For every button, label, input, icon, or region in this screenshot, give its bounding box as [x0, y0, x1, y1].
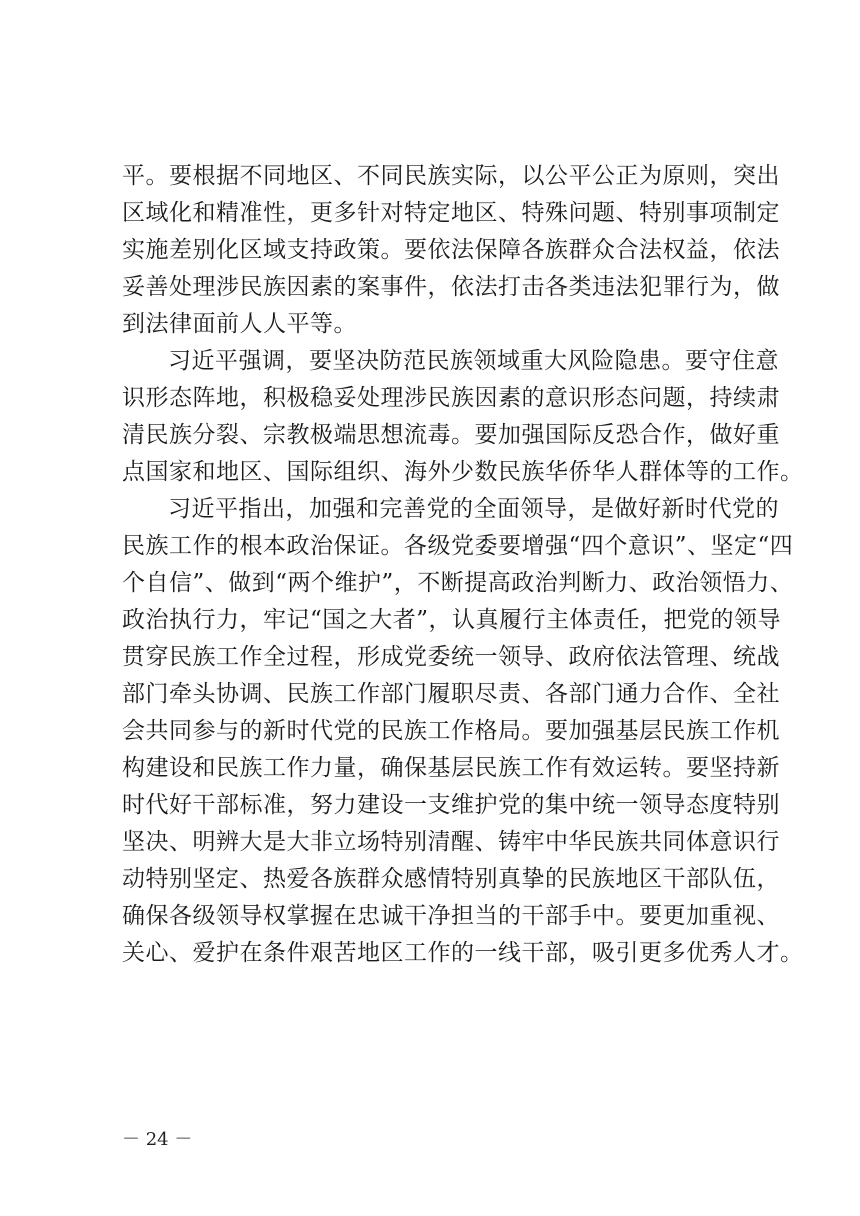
paragraph: [122, 491, 804, 972]
text-line: 政治执行力，牢记“国之大者”，认真履行主体责任，把党的领导: [122, 607, 782, 633]
paragraph: [122, 158, 780, 343]
text-line: 妥善处理涉民族因素的案事件，依法打击各类违法犯罪行为，做: [122, 274, 780, 300]
text-line: 平。要根据不同地区、不同民族实际，以公平公正为原则，突出: [122, 163, 780, 189]
text-line: 坚决、明辨大是大非立场特别清醒、铸牢中华民族共同体意识行: [122, 829, 780, 855]
text-line: 点国家和地区、国际组织、海外少数民族华侨华人群体等的工作。: [122, 459, 804, 485]
text-line: 构建设和民族工作力量，确保基层民族工作有效运转。要坚持新: [122, 755, 780, 781]
text-line: 时代好干部标准，努力建设一支维护党的集中统一领导态度特别: [122, 792, 780, 818]
text-line: 民族工作的根本政治保证。各级党委要增强“四个意识”、坚定“四: [122, 533, 794, 559]
text-line: 确保各级领导权掌握在忠诚干净担当的干部手中。要更加重视、: [122, 903, 780, 929]
text-line: 习近平强调，要坚决防范民族领域重大风险隐患。要守住意: [168, 348, 779, 374]
text-line: 到法律面前人人平等。: [122, 311, 357, 337]
text-line: 习近平指出，加强和完善党的全面领导，是做好新时代党的: [168, 496, 779, 522]
text-line: 动特别坚定、热爱各族群众感情特别真挚的民族地区干部队伍，: [122, 866, 780, 892]
text-line: 清民族分裂、宗教极端思想流毒。要加强国际反恐合作，做好重: [122, 422, 780, 448]
text-line: 个自信”、做到“两个维护”，不断提高政治判断力、政治领悟力、: [122, 570, 794, 596]
page-number: － 24 －: [122, 1129, 193, 1150]
text-line: 部门牵头协调、民族工作部门履职尽责、各部门通力合作、全社: [122, 681, 780, 707]
text-line: 会共同参与的新时代党的民族工作格局。要加强基层民族工作机: [122, 718, 780, 744]
text-line: 关心、爱护在条件艰苦地区工作的一线干部，吸引更多优秀人才。: [122, 940, 804, 966]
body-text: [122, 158, 804, 972]
text-line: 区域化和精准性，更多针对特定地区、特殊问题、特别事项制定: [122, 200, 780, 226]
paragraph: [122, 343, 804, 491]
text-line: 识形态阵地，积极稳妥处理涉民族因素的意识形态问题，持续肃: [122, 385, 780, 411]
text-line: 实施差别化区域支持政策。要依法保障各族群众合法权益，依法: [122, 237, 780, 263]
text-line: 贯穿民族工作全过程，形成党委统一领导、政府依法管理、统战: [122, 644, 780, 670]
